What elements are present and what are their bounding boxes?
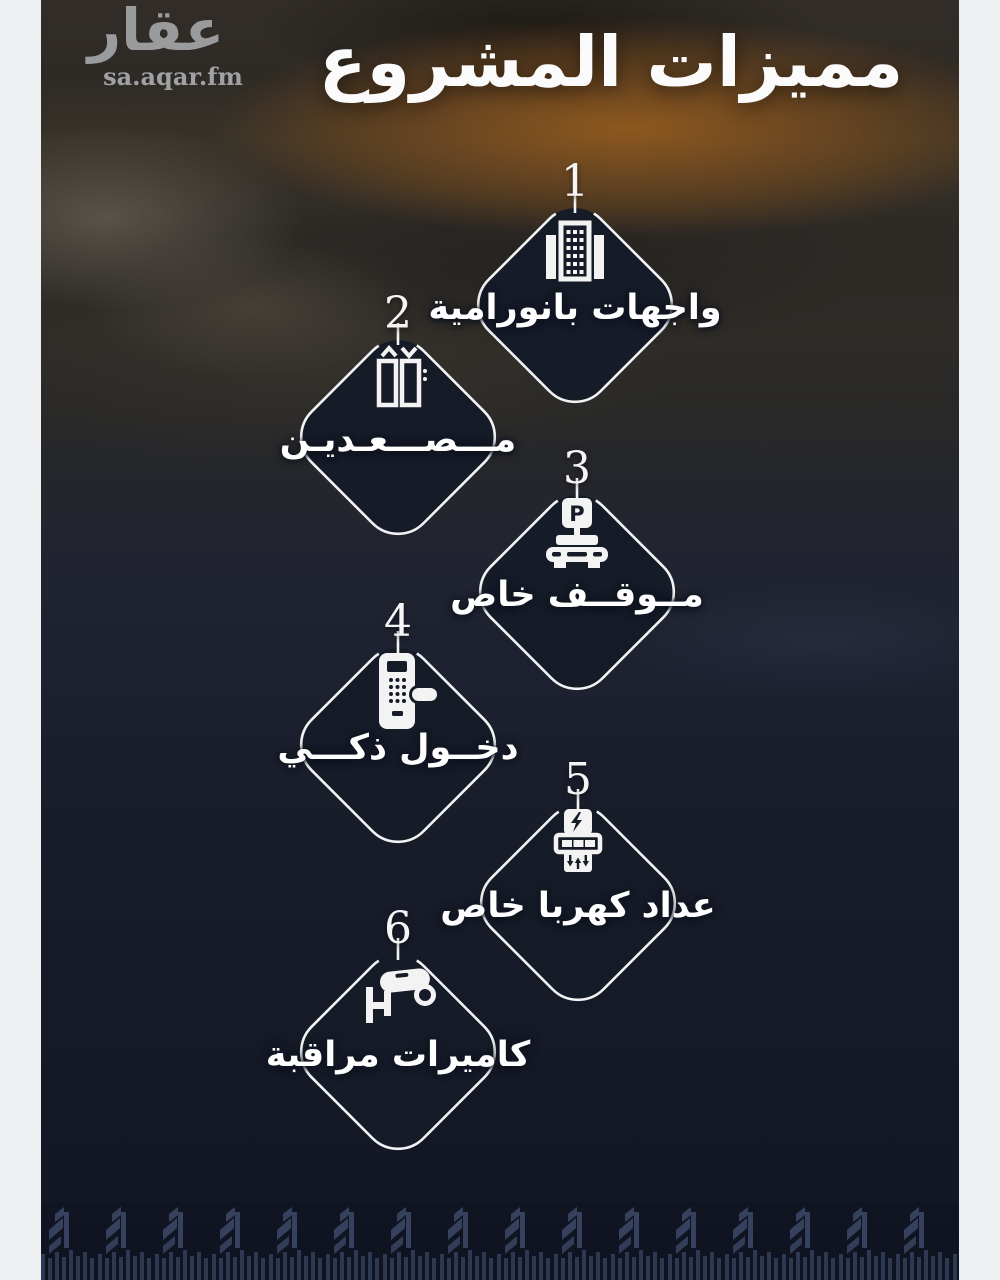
smart-lock-icon bbox=[353, 647, 443, 737]
left-margin bbox=[0, 0, 41, 1280]
feature-number: 5 bbox=[564, 754, 592, 805]
elevator-icon bbox=[353, 339, 443, 429]
aqar-site-url: sa.aqar.fm bbox=[103, 62, 243, 91]
feature-number: 1 bbox=[561, 156, 589, 207]
cctv-camera-icon bbox=[353, 954, 443, 1044]
feature-label: مــوقــف خاص bbox=[450, 575, 704, 615]
feature-label: دخــول ذكـــي bbox=[277, 728, 519, 768]
calligraphy-pattern-band bbox=[41, 1202, 959, 1280]
feature-number: 6 bbox=[384, 903, 412, 954]
parking-icon bbox=[532, 494, 622, 584]
feature-number: 2 bbox=[384, 288, 412, 339]
feature-label: عداد كهربا خاص bbox=[440, 886, 716, 926]
svg-text:P: P bbox=[569, 502, 585, 526]
feature-label: مـــصـــعـديـن bbox=[279, 420, 517, 460]
feature-number: 3 bbox=[563, 443, 591, 494]
feature-6-surveillance-cameras bbox=[228, 882, 568, 1222]
feature-label: واجهات بانورامية bbox=[428, 288, 722, 328]
aqar-logo: عقار bbox=[87, 0, 225, 64]
feature-number: 4 bbox=[384, 596, 412, 647]
poster-background bbox=[41, 0, 959, 1280]
right-margin bbox=[959, 0, 1000, 1280]
page-title: مميزات المشروع bbox=[318, 21, 904, 103]
feature-label: كاميرات مراقبة bbox=[265, 1035, 531, 1075]
